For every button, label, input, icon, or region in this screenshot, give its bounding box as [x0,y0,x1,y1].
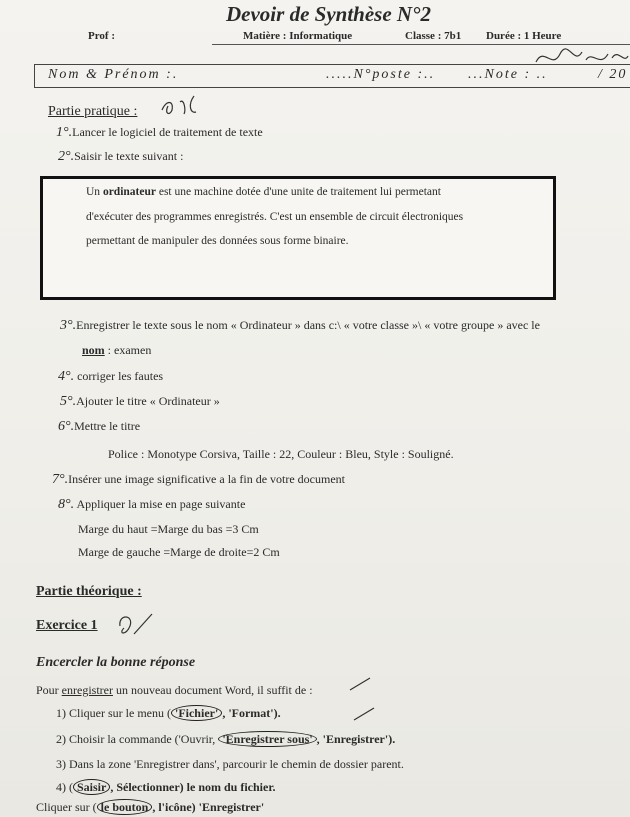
box-line-1-start: Un [86,186,103,198]
question-4-answer: Saisir [73,779,110,795]
step-3-number: 3°. [60,318,77,333]
grade-scribble-pratique [158,92,208,120]
step-2-text: Saisir le texte suivant : [74,149,184,163]
step-3-continuation [82,343,151,358]
step-7-text: Insérer une image significative a la fin de votre document [68,472,345,486]
question-2 [56,732,395,747]
classe-label: Classe : 7b1 [405,30,462,42]
question-4 [56,780,276,795]
exam-title: Devoir de Synthèse N°2 [226,2,431,26]
intro-underlined: enregistrer [61,683,113,697]
step-8-number: 8°. [58,497,75,512]
duree-label: Durée : 1 Heure [486,30,562,42]
question-2-end: , 'Enregistrer'). [316,732,396,746]
step-1-number: 1°. [56,125,73,140]
note-field: ...Note : .. [468,67,548,82]
note-total: / 20 [598,67,628,82]
step-4-text: corriger les fautes [74,369,164,383]
question-2-answer: 'Enregistrer sous' [218,731,316,747]
box-line-1-bold: ordinateur [102,186,156,198]
step-1-text: Lancer le logiciel de traitement de texte [72,125,263,139]
question-2-start: 2) Choisir la commande ('Ouvrir, [56,732,219,746]
step-8 [58,497,245,513]
nom-prenom-field: Nom & Prénom :. [48,67,179,82]
step-3-text: Enregistrer le texte sous le nom « Ordinateur » dans c:\ « votre classe »\ « votre groupe » avec le [76,318,540,332]
question-3: 3) Dans la zone 'Enregistrer dans', parcourir le chemin de dossier parent. [56,757,404,771]
prof-label: Prof : [88,30,115,42]
question-4-end: , Sélectionner) le nom du fichier. [110,780,276,794]
step-2-number: 2°. [58,149,75,164]
matiere-label: Matière : Informatique [243,30,353,42]
box-line-3: permettant de manipuler des données sous forme binaire. [86,235,349,247]
partie-theorique-heading: Partie théorique : [36,584,142,599]
step-3-tail: : examen [104,343,152,357]
intro-start: Pour [36,683,62,697]
step-6-number: 6°. [58,419,75,434]
question-5-answer: le bouton [97,799,153,815]
intro-end: un nouveau document Word, il suffit de : [112,683,313,697]
step-5-text: Ajouter le titre « Ordinateur » [76,394,220,408]
step-6-detail: Police : Monotype Corsiva, Taille : 22, Couleur : Bleu, Style : Souligné. [108,447,454,461]
question-5 [36,800,264,815]
consigne: Encercler la bonne réponse [36,655,196,670]
step-2 [58,149,183,165]
step-6-text: Mettre le titre [74,419,141,433]
question-1-answer: 'Fichier' [171,705,222,721]
marge-line-2: Marge de gauche =Marge de droite=2 Cm [78,545,280,559]
question-1 [56,706,281,721]
step-4-number: 4°. [58,369,75,384]
step-5 [60,394,220,410]
check-marks [348,676,378,726]
partie-pratique-heading: Partie pratique : [48,104,138,119]
teacher-signature [530,40,630,80]
marge-line-1: Marge du haut =Marge du bas =3 Cm [78,522,259,536]
box-line-1-end: est une machine dotée d'une unite de traitement lui permetant [155,186,441,198]
step-3 [60,318,540,334]
grade-scribble-exercice [112,610,156,640]
step-5-number: 5°. [60,394,77,409]
step-7 [52,472,345,488]
question-5-start: Cliquer sur ( [36,800,97,814]
step-1 [56,125,263,141]
intro-line [36,683,313,698]
step-6 [58,419,140,435]
question-1-start: 1) Cliquer sur le menu ( [56,706,171,720]
step-3-nom: nom [82,343,105,357]
question-1-end: , 'Format'). [222,706,281,720]
question-5-end: , l'icône) 'Enregistrer' [152,800,265,814]
box-line-2: d'exécuter des programmes enregistrés. C'est un ensemble de circuit électroniques [86,211,464,223]
step-7-number: 7°. [52,472,69,487]
step-4 [58,369,163,385]
question-4-start: 4) ( [56,780,73,794]
poste-field: .....N°poste :.. [326,67,436,82]
step-8-text: Appliquer la mise en page suivante [74,497,246,511]
exercice-heading: Exercice 1 [36,618,98,633]
box-line-1 [86,186,441,198]
